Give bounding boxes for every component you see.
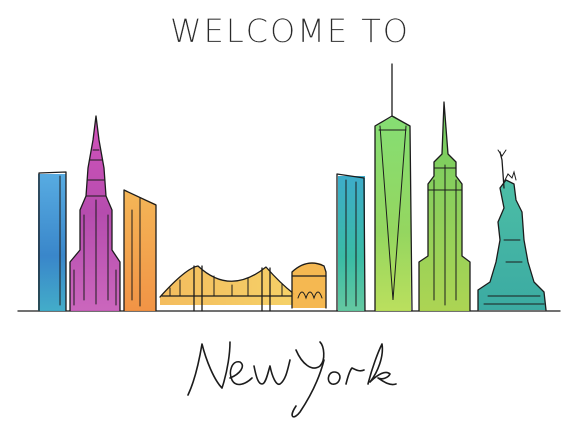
city-name: New York [287, 420, 293, 421]
welcome-heading: WELCOME TO [170, 12, 410, 50]
